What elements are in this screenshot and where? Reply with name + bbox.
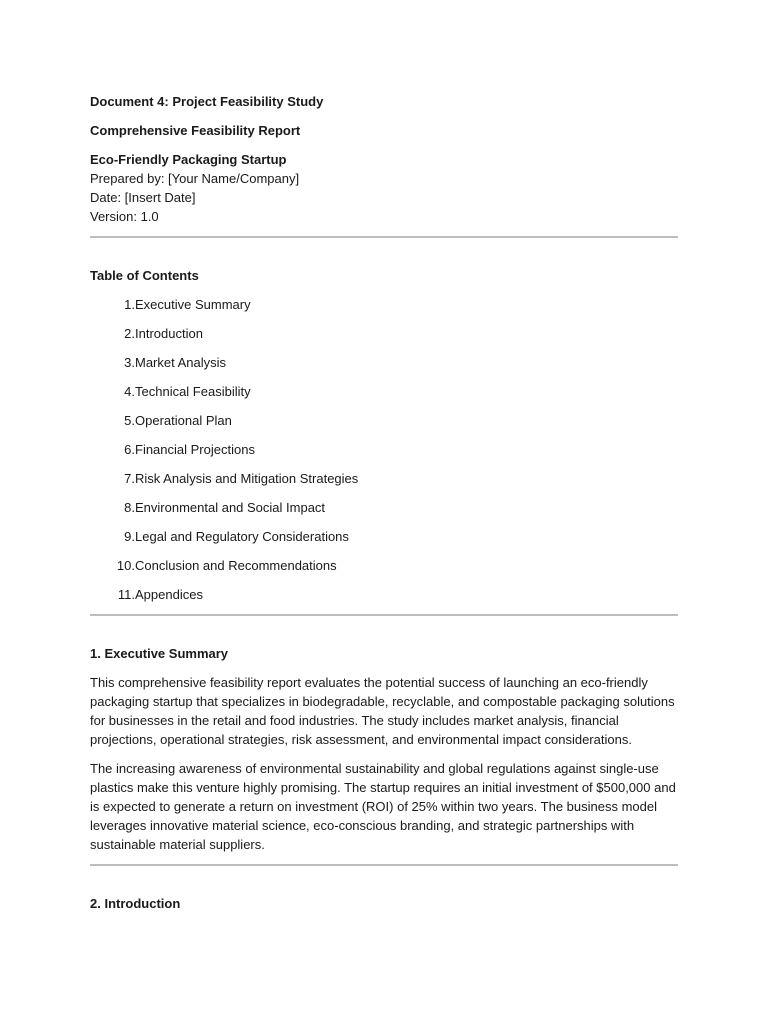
table-of-contents <box>90 295 678 604</box>
toc-item-label: Legal and Regulatory Considerations <box>135 529 349 544</box>
report-version: Version: 1.0 <box>90 209 159 224</box>
report-title: Comprehensive Feasibility Report <box>90 123 301 138</box>
toc-item <box>90 324 678 343</box>
toc-item <box>90 440 678 459</box>
toc-item <box>90 585 678 604</box>
report-date: Date: [Insert Date] <box>90 190 196 205</box>
toc-item-number: 5. <box>124 413 135 428</box>
report-meta <box>90 150 678 226</box>
toc-item-label: Conclusion and Recommendations <box>135 558 337 573</box>
toc-item-label: Market Analysis <box>135 355 227 370</box>
toc-item-number: 2. <box>124 326 135 341</box>
toc-item-number: 4. <box>124 384 135 399</box>
toc-item-number: 1. <box>124 297 135 312</box>
paragraph: The increasing awareness of environmental sustainability and global regulations against single-use plastics make this venture highly promising. The startup requires an initial investment of $500,000 and is expected to generate a return on investment (ROI) of 25% within two years. The business model leverages innovative material science, eco-conscious branding, and strategic partnerships with sustainable material suppliers. <box>90 761 676 852</box>
toc-item-label: Introduction <box>135 326 203 341</box>
toc-item-number: 6. <box>124 442 135 457</box>
prepared-by: Prepared by: [Your Name/Company] <box>90 171 300 186</box>
toc-item <box>90 527 678 546</box>
toc-heading: Table of Contents <box>90 268 199 283</box>
toc-item-number: 8. <box>124 500 135 515</box>
paragraph: This comprehensive feasibility report evaluates the potential success of launching an eco-friendly packaging startup that specializes in biodegradable, recyclable, and compostable packaging solutions for businesses in the retail and food industries. The study includes market analysis, financial projections, operational strategies, risk assessment, and environmental impact considerations. <box>90 675 675 747</box>
toc-item-number: 11. <box>117 587 135 602</box>
toc-item <box>90 353 678 372</box>
divider <box>90 236 678 238</box>
document-content <box>90 92 678 923</box>
toc-item-label: Environmental and Social Impact <box>135 500 326 515</box>
section-heading-executive-summary: 1. Executive Summary <box>90 646 229 661</box>
toc-item <box>90 498 678 517</box>
toc-item-label: Financial Projections <box>135 442 255 457</box>
toc-item-label: Technical Feasibility <box>135 384 251 399</box>
toc-item-label: Executive Summary <box>135 297 251 312</box>
toc-item <box>90 295 678 314</box>
section-heading-introduction: 2. Introduction <box>90 896 181 911</box>
divider <box>90 864 678 866</box>
project-name: Eco-Friendly Packaging Startup <box>90 152 287 167</box>
toc-item-label: Appendices <box>135 587 203 602</box>
toc-item <box>90 556 678 575</box>
toc-item-number: 3. <box>124 355 135 370</box>
toc-item-label: Risk Analysis and Mitigation Strategies <box>135 471 359 486</box>
document-title: Document 4: Project Feasibility Study <box>90 94 324 109</box>
toc-item-number: 10. <box>116 558 135 573</box>
toc-item <box>90 382 678 401</box>
toc-item <box>90 411 678 430</box>
toc-item-label: Operational Plan <box>135 413 232 428</box>
divider <box>90 614 678 616</box>
toc-item-number: 7. <box>124 471 135 486</box>
toc-item-number: 9. <box>124 529 135 544</box>
toc-item <box>90 469 678 488</box>
